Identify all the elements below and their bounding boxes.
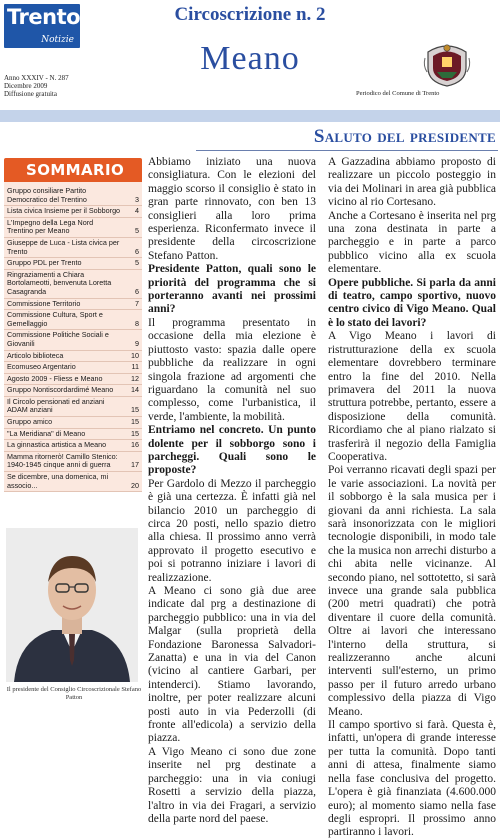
sommario-item xyxy=(4,417,142,429)
sommario-title: SOMMARIO xyxy=(4,158,142,182)
sommario-item-title: Gruppo PDL per Trento xyxy=(7,258,82,268)
sommario-item-page: 20 xyxy=(131,480,139,490)
sommario-item-title: Commissione Territorio xyxy=(7,298,81,308)
sommario-item-title: Agosto 2009 - Fliess e Meano xyxy=(7,373,103,383)
sommario-item xyxy=(4,452,142,472)
sommario-item-page: 3 xyxy=(135,194,139,204)
distribution: Diffusione gratuita xyxy=(4,90,57,98)
paragraph: A Gazzadina abbiamo proposto di realizzare un piccolo posteggio in via dei Molinari in area già pubblica vicino al rio Cortesano. xyxy=(328,156,496,209)
sommario-item xyxy=(4,238,142,258)
logo-sub: Notizie xyxy=(41,35,74,45)
sommario-list xyxy=(4,182,142,492)
sommario-item-title: Ringraziamenti a Chiara Bortolameotti, benvenuta Loretta Casagranda xyxy=(7,269,112,296)
sommario-item-page: 14 xyxy=(131,385,139,395)
president-portrait xyxy=(6,528,138,682)
sommario-item-page: 11 xyxy=(131,362,139,372)
paragraph: Abbiamo iniziato una nuova consigliatura. Con le elezioni del maggio scorso il consiglio è stato in gran parte rinnovato, con ben 13 consiglieri alla loro prima esperienza. Riconfermato invece il presidente della circoscrizione Stefano Patton. xyxy=(148,156,316,262)
sommario-item xyxy=(4,218,142,238)
sommario-item-title: L'Impegno della Lega Nord Trentino per Meano xyxy=(7,217,94,236)
sommario-item-title: La ginnastica artistica a Meano xyxy=(7,440,107,450)
sommario-item-page: 5 xyxy=(135,226,139,236)
paragraph: A Vigo Meano ci sono due zone inserite nel prg destinate a parcheggio: una in via coniugi Rosetti a servizio della piazza, l'altro in via dei Fragari, a servizio della parte nord del paese. xyxy=(148,745,316,825)
sommario-item xyxy=(4,385,142,397)
sommario-item-title: Il Circolo pensionati ed anziani ADAM anziani xyxy=(7,396,105,415)
headline-rule xyxy=(196,150,498,151)
sommario-item-page: 15 xyxy=(131,428,139,438)
sommario-item-title: Gruppo Nontiscordardimé Meano xyxy=(7,385,114,395)
sommario-item xyxy=(4,258,142,270)
sommario-item xyxy=(4,397,142,417)
sommario-item-page: 10 xyxy=(131,350,139,360)
article-column-1 xyxy=(148,156,316,825)
sommario-item-title: Ecomuseo Argentario xyxy=(7,362,76,372)
sommario-item-page: 6 xyxy=(135,286,139,296)
sommario-item-page: 6 xyxy=(135,246,139,256)
sommario-item-title: Commissione Politiche Sociali e Giovanili xyxy=(7,330,109,348)
paragraph: Per Gardolo di Mezzo il parcheggio è già una certezza. È infatti già nel bilancio 2010 un parcheggio di circa 20 posti, nello spazio dietro alla chiesa. Il prossimo anno verrà approvato il progetto esecutivo e poi si potranno iniziare i lavori di realizzazione. xyxy=(148,477,316,584)
sommario-item-title: Se dicembre, una domenica, mi associo... xyxy=(7,472,109,490)
sommario-item-page: 5 xyxy=(135,258,139,268)
sommario-item-page: 12 xyxy=(131,373,139,383)
article-headline: Saluto del presidente xyxy=(313,126,496,147)
sommario-item-page: 4 xyxy=(135,206,139,216)
circoscrizione-title: Circoscrizione n. 2 xyxy=(174,4,326,25)
issue-number: Anno XXXIV - N. 287 xyxy=(4,74,69,82)
sommario-item xyxy=(4,440,142,452)
issue-date: Dicembre 2009 xyxy=(4,82,48,90)
paragraph: A Meano ci sono già due aree indicate dal prg a destinazione di parcheggio pubblico: una in via del Malgar (sulla proprietà della Fondazione Baronessa Salvadori-Zanatta) e una in via del Canon (vicino al cantiere Garbari, per intenderci). Stiamo lavorando, inoltre, per poter realizzare alcuni posti auto in via Pederzolli (di fronte all'edicola) a servizio della piazza. xyxy=(148,585,316,745)
sommario-item xyxy=(4,351,142,363)
interview-question: Opere pubbliche. Si parla da anni di teatro, campo sportivo, nuovo centro civico di Vigo Meano. Qual è lo stato dei lavori? xyxy=(328,276,496,329)
paragraph: Poi verranno ricavati degli spazi per le varie associazioni. La novità per il sobborgo è la sala musica per i giovani da anni richiesta. La sala sarà insonorizzata con le migliori tecnologie disponibili, in modo tale che la musica non arrechi disturbo a chi abita nelle vicinanze. Al secondo piano, nel sottotetto, si sarà invece una grande sala pubblica (200 metri quadrati) che potrà diventare il cuore della comunità. Oltre ai lavori che interessano l'interno della struttura, si realizzeranno anche alcuni interventi sull'esterno, un primo passo per il futuro arredo urbano complessivo della piazza di Vigo Meano. xyxy=(328,464,496,718)
sommario-box xyxy=(4,158,142,522)
sommario-item-title: Lista civica Insieme per il Sobborgo xyxy=(7,206,121,216)
sommario-item xyxy=(4,206,142,218)
sommario-item xyxy=(4,429,142,441)
header-stripe xyxy=(0,110,500,122)
article-column-2 xyxy=(328,156,496,839)
sommario-item xyxy=(4,186,142,206)
sommario-item-page: 7 xyxy=(135,298,139,308)
sommario-item-title: Commissione Cultura, Sport e Gemellaggio xyxy=(7,310,103,328)
issue-info xyxy=(4,74,69,98)
paragraph: Il programma presentato in occasione della mia elezione è piuttosto vasto: spazia dalle opere pubbliche da realizzare in ogni singola frazione ad argomenti che riguardano la comunità nel suo complesso, come l'urbanistica, il verde, l'ambiente, la mobilità. xyxy=(148,316,316,423)
sommario-item-title: Articolo biblioteca xyxy=(7,350,64,360)
sommario-item xyxy=(4,374,142,386)
sommario-item xyxy=(4,270,142,299)
sommario-item-page: 16 xyxy=(131,440,139,450)
paragraph: Il campo sportivo si farà. Questa è, infatti, un'opera di grande interesse per tutta la comunità. Dopo tanti anni di attesa, finalmente siamo nella fase conclusiva del progetto. L'opera è già finanziata (4.600.000 euro); al momento siamo nella fase degli espropri. Il prossimo anno partiranno i lavori. xyxy=(328,719,496,839)
circoscrizione-name: Meano xyxy=(200,40,300,77)
photo-caption: Il presidente del Consiglio Circoscrizionale Stefano Patton xyxy=(6,686,142,701)
trento-notizie-logo xyxy=(4,4,80,48)
sommario-item xyxy=(4,472,142,492)
paragraph: Anche a Cortesano è inserita nel prg una zona destinata in parte a parcheggio e in parte a parco pubblico vicino alla ex scuola elementare. xyxy=(328,209,496,276)
sommario-item xyxy=(4,362,142,374)
interview-question: Presidente Patton, quali sono le priorità del programma che si porteranno avanti nei prossimi anni? xyxy=(148,263,316,316)
interview-question: Entriamo nel concreto. Un punto dolente per il sobborgo sono i parcheggi. Quali sono le proposte? xyxy=(148,424,316,477)
sommario-item xyxy=(4,330,142,350)
sommario-item-page: 15 xyxy=(131,405,139,415)
sommario-item xyxy=(4,310,142,330)
sommario-item-page: 17 xyxy=(131,460,139,470)
sommario-item-title: Giuseppe de Luca - Lista civica per Trento xyxy=(7,237,120,256)
sommario-item-title: "La Meridiana" di Meano xyxy=(7,428,86,438)
sommario-item-page: 9 xyxy=(135,338,139,348)
sommario-item-title: Gruppo amico xyxy=(7,417,53,427)
sommario-item-title: Gruppo consiliare Partito Democratico del Trentino xyxy=(7,186,87,204)
sommario-item xyxy=(4,299,142,311)
periodico-label: Periodico del Comune di Trento xyxy=(356,90,440,97)
sommario-item-title: Mamma ritornerò! Camillo Stenico: 1940-1945 cinque anni di guerra xyxy=(7,451,118,470)
sommario-item-page: 15 xyxy=(131,417,139,427)
logo-word: Trento xyxy=(7,5,81,29)
sommario-item-page: 8 xyxy=(135,318,139,328)
coat-of-arms-icon xyxy=(422,38,472,88)
paragraph: A Vigo Meano i lavori di ristrutturazione della ex scuola elementare dovrebbero terminare entro la fine del 2010. Nella primavera del 2011 la nuova struttura potrebbe, pertanto, essere a disposizione della comunità. Ricordiamo che al piano rialzato si trasferirà il negozio della Famiglia Cooperativa. xyxy=(328,330,496,463)
